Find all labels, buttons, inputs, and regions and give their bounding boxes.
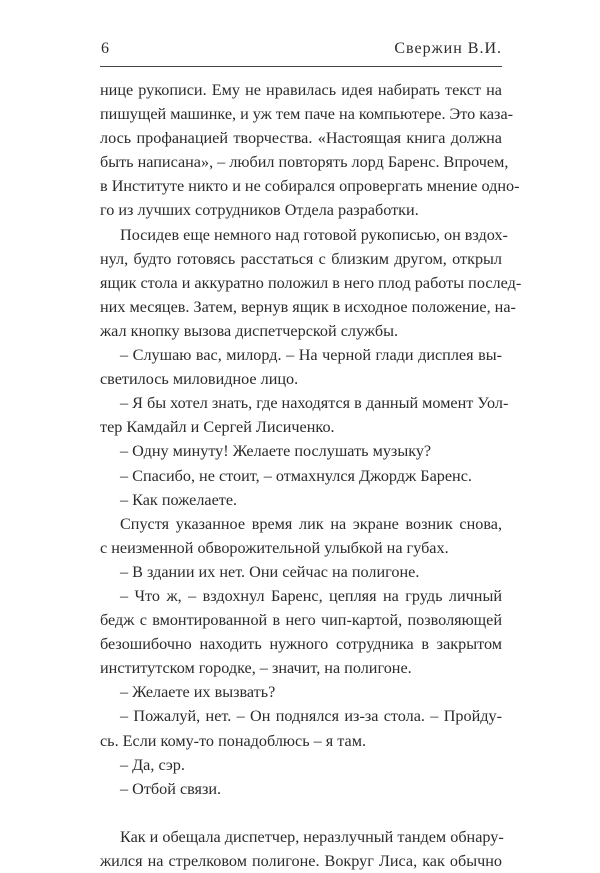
text-line: – Пожалуй, нет. – Он поднялся из-за стола. – Пройду-: [120, 707, 502, 726]
text-line: с неизменной обворожительной улыбкой на губах.: [100, 538, 449, 557]
text-line: сь. Если кому-то понадоблюсь – я там.: [100, 731, 367, 750]
text-line: быть написана», – любил повторять лорд Баренс. Впрочем,: [100, 153, 509, 172]
page-number: 6: [101, 40, 110, 57]
body-text: [100, 78, 522, 873]
text-line: – Желаете их вызвать?: [120, 683, 276, 702]
text-line: лось профанацией творчества. «Настоящая книга должна: [100, 129, 502, 148]
running-head-author: Свержин В.И.: [394, 40, 502, 57]
text-line: бедж с вмонтированной в него чип-картой, позволяющей: [100, 611, 502, 630]
text-line: в Институте никто и не собирался опровергать мнение одно-: [100, 177, 520, 196]
text-line: Спустя указанное время лик на экране возник снова,: [120, 514, 502, 533]
text-line: – Что ж, – вздохнул Баренс, цепляя на грудь личный: [120, 586, 502, 605]
header-rule: [100, 66, 502, 67]
text-line: пишущей машинке, и уж тем паче на компьютере. Это каза-: [100, 105, 514, 124]
text-line: – В здании их нет. Они сейчас на полигоне.: [120, 562, 420, 581]
text-line: нице рукописи. Ему не нравилась идея набирать текст на: [100, 81, 502, 99]
text-line: жился на стрелковом полигоне. Вокруг Лиса, как обычно: [100, 851, 502, 870]
text-line: ящик стола и аккуратно положил в него плод работы послед-: [100, 273, 522, 292]
text-line: безошибочно находить нужного сотрудника в закрытом: [100, 635, 502, 654]
text-line: светилось миловидное лицо.: [100, 370, 299, 389]
text-line: Как и обещала диспетчер, неразлучный тандем обнару-: [120, 827, 504, 846]
text-line: тер Камдайл и Сергей Лисиченко.: [100, 418, 335, 437]
text-line: Посидев еще немного над готовой рукописью, он вздох-: [120, 225, 508, 244]
page-header: [100, 40, 502, 64]
text-line: – Слушаю вас, милорд. – На черной глади дисплея вы-: [120, 346, 502, 365]
text-line: – Да, сэр.: [120, 755, 185, 774]
text-line: – Как пожелаете.: [120, 490, 238, 509]
text-line: институтском городке, – значит, на полигоне.: [100, 659, 412, 678]
text-line: них месяцев. Затем, вернув ящик в исходное положение, на-: [100, 297, 516, 316]
text-line: – Отбой связи.: [120, 779, 222, 798]
text-line: го из лучших сотрудников Отдела разработки.: [100, 201, 419, 220]
text-line: – Одну минуту! Желаете послушать музыку?: [120, 442, 432, 461]
text-line: жал кнопку вызова диспетчерской службы.: [100, 321, 398, 340]
text-line: нул, будто готовясь расстаться с близким другом, открыл: [100, 249, 502, 268]
section-break: [100, 801, 502, 825]
text-line: – Я бы хотел знать, где находятся в данный момент Уол-: [120, 394, 509, 413]
text-line: – Спасибо, не стоит, – отмахнулся Джордж Баренс.: [120, 466, 472, 485]
